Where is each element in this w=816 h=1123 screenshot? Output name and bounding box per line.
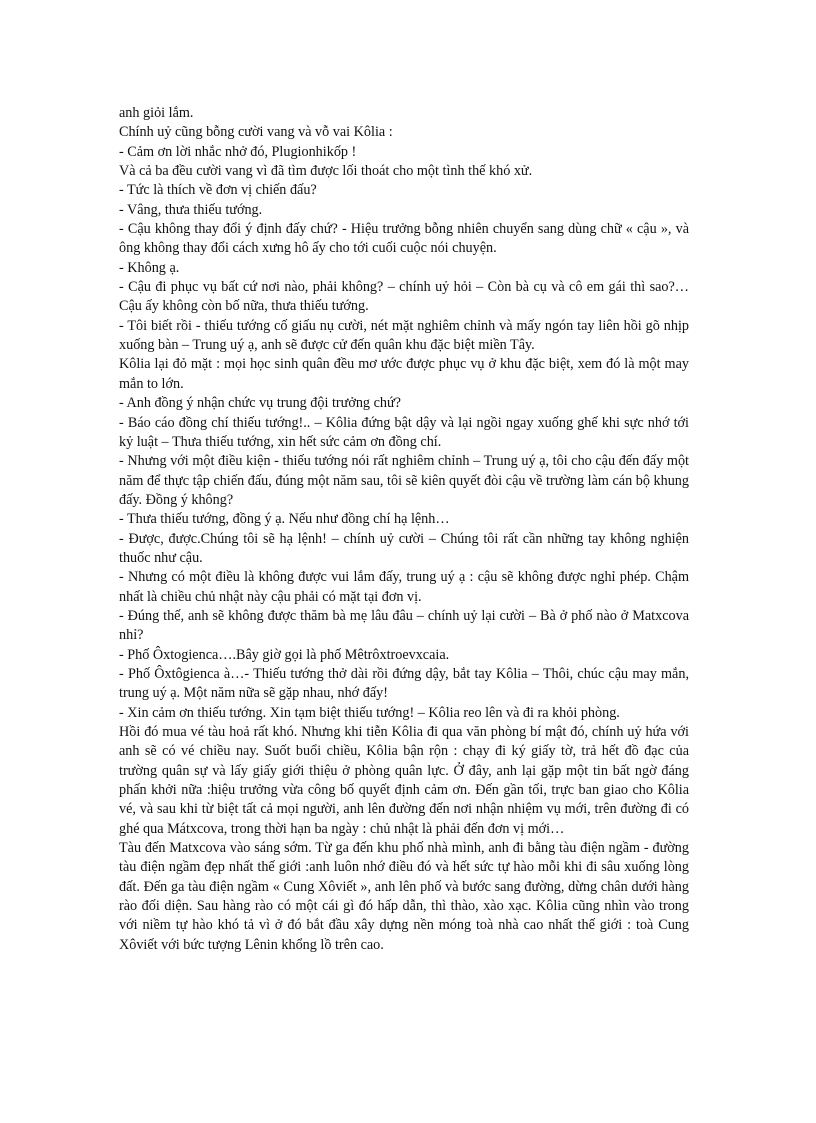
paragraph-17: - Nhưng có một điều là không được vui lắm đấy, trung uý ạ : cậu sẽ không được nghỉ phép. Chậm nhất là chiều chủ nhật này cậu phải có mặt tại đơn vị.	[119, 569, 689, 605]
paragraph-22: Hồi đó mua vé tàu hoả rất khó. Nhưng khi tiễn Kôlia đi qua văn phòng bí mật đó, chính uỷ hứa với anh sẽ có vé chiều nay. Suốt buổi chiều, Kôlia bận rộn : chạy đi ký giấy tờ, trả hết đồ đạc của trường quân sự và lấy giấy giới thiệu ở phòng quân lực. Ở đây, anh lại gặp một tin bất ngờ đáng phấn khởi nữa :hiệu trưởng vừa công bố quyết định cảm ơn. Đến gần tối, trực ban giao cho Kôlia vé, và sau khi từ biệt tất cả mọi người, anh lên đường đến nơi nhận nhiệm vụ mới, trên đường đi có ghé qua Mátxcova, trong thời hạn ba ngày : chủ nhật là phải đến đơn vị mới…	[119, 724, 689, 837]
paragraph-5: - Tức là thích về đơn vị chiến đấu?	[119, 182, 317, 199]
paragraph-15: - Thưa thiếu tướng, đồng ý ạ. Nếu như đồng chí hạ lệnh…	[119, 511, 450, 528]
paragraph-11: Kôlia lại đỏ mặt : mọi học sinh quân đều mơ ước được phục vụ ở khu đặc biệt, xem đó là một may mắn to lớn.	[119, 356, 689, 392]
paragraph-21: - Xin cảm ơn thiếu tướng. Xin tạm biệt thiếu tướng! – Kôlia reo lên và đi ra khỏi phòng.	[119, 704, 620, 721]
paragraph-6: - Vâng, thưa thiếu tướng.	[119, 201, 263, 218]
paragraph-14: - Nhưng với một điều kiện - thiếu tướng nói rất nghiêm chỉnh – Trung uý ạ, tôi cho cậu đến đấy một năm để thực tập chiến đấu, đúng một năm sau, tôi sẽ kiên quyết đòi cậu về trường làm cán bộ khung đấy. Đồng ý không?	[119, 453, 689, 508]
paragraph-4: Và cả ba đều cười vang vì đã tìm được lối thoát cho một tình thế khó xử.	[119, 163, 533, 180]
paragraph-7: - Cậu không thay đổi ý định đấy chứ? - Hiệu trưởng bỗng nhiên chuyển sang dùng chữ « cậu », và ông không thay đổi cách xưng hô ấy cho tới cuối cuộc nói chuyện.	[119, 221, 689, 257]
paragraph-10: - Tôi biết rồi - thiếu tướng cố giấu nụ cười, nét mặt nghiêm chỉnh và mấy ngón tay liên hồi gõ nhịp xuống bàn – Trung uý ạ, anh sẽ được cử đến quân khu đặc biệt miền Tây.	[119, 317, 689, 354]
paragraph-13: - Báo cáo đồng chí thiếu tướng!.. – Kôlia đứng bật dậy và lại ngồi ngay xuống ghế khi sực nhớ tới kỷ luật – Thưa thiếu tướng, xin hết sức cảm ơn đồng chí.	[119, 414, 689, 450]
paragraph-12: - Anh đồng ý nhận chức vụ trung đội trưởng chứ?	[119, 395, 401, 412]
paragraph-9: - Cậu đi phục vụ bất cứ nơi nào, phải không? – chính uỷ hỏi – Còn bà cụ và cô em gái thì sao?…Cậu ấy không còn bố nữa, thưa thiếu tướng.	[119, 279, 689, 315]
paragraph-18: - Đúng thế, anh sẽ không được thăm bà mẹ lâu đâu – chính uỷ lại cười – Bà ở phố nào ở Matxcova nhỉ?	[119, 607, 689, 644]
paragraph-19: - Phố Ôxtogienca….Bây giờ gọi là phố Mêtrôxtroevxcaia.	[119, 646, 450, 663]
paragraph-16: - Được, được.Chúng tôi sẽ hạ lệnh! – chính uỷ cười – Chúng tôi rất cần những tay không nghiện thuốc như cậu.	[119, 530, 689, 566]
paragraph-20: - Phố Ôxtôgienca à…- Thiếu tướng thở dài rồi đứng dậy, bắt tay Kôlia – Thôi, chúc cậu may mắn, trung uý ạ. Một năm nữa sẽ gặp nhau, nhớ đấy!	[119, 665, 689, 702]
paragraph-23: Tàu đến Matxcova vào sáng sớm. Từ ga đến khu phố nhà mình, anh đi bằng tàu điện ngầm - đường tàu điện ngầm đẹp nhất thế giới :anh luôn nhớ điều đó và hết sức tự hào mỗi khi đi sâu xuống lòng đất. Đến ga tàu điện ngầm « Cung Xôviết », anh lên phố và bước sang đường, dừng chân dưới hàng rào đối diện. Sau hàng rào có một cái gì đó hấp dẫn, thì thào, xào xạc. Kôlia cũng nhìn vào trong với niềm tự hào khó tả vì ở đó bắt đầu xây dựng nền móng toà nhà cao nhất thế giới : toà Cung Xôviết với bức tượng Lênin khổng lồ trên cao.	[119, 840, 689, 953]
paragraph-8: - Không ạ.	[119, 259, 180, 276]
body-text	[119, 104, 689, 955]
paragraph-1: anh giỏi lắm.	[119, 105, 194, 121]
paragraph-2: Chính uỷ cũng bỗng cười vang và vỗ vai Kôlia :	[119, 124, 393, 141]
paragraph-3: - Cảm ơn lời nhắc nhở đó, Plugionhikốp !	[119, 143, 357, 160]
